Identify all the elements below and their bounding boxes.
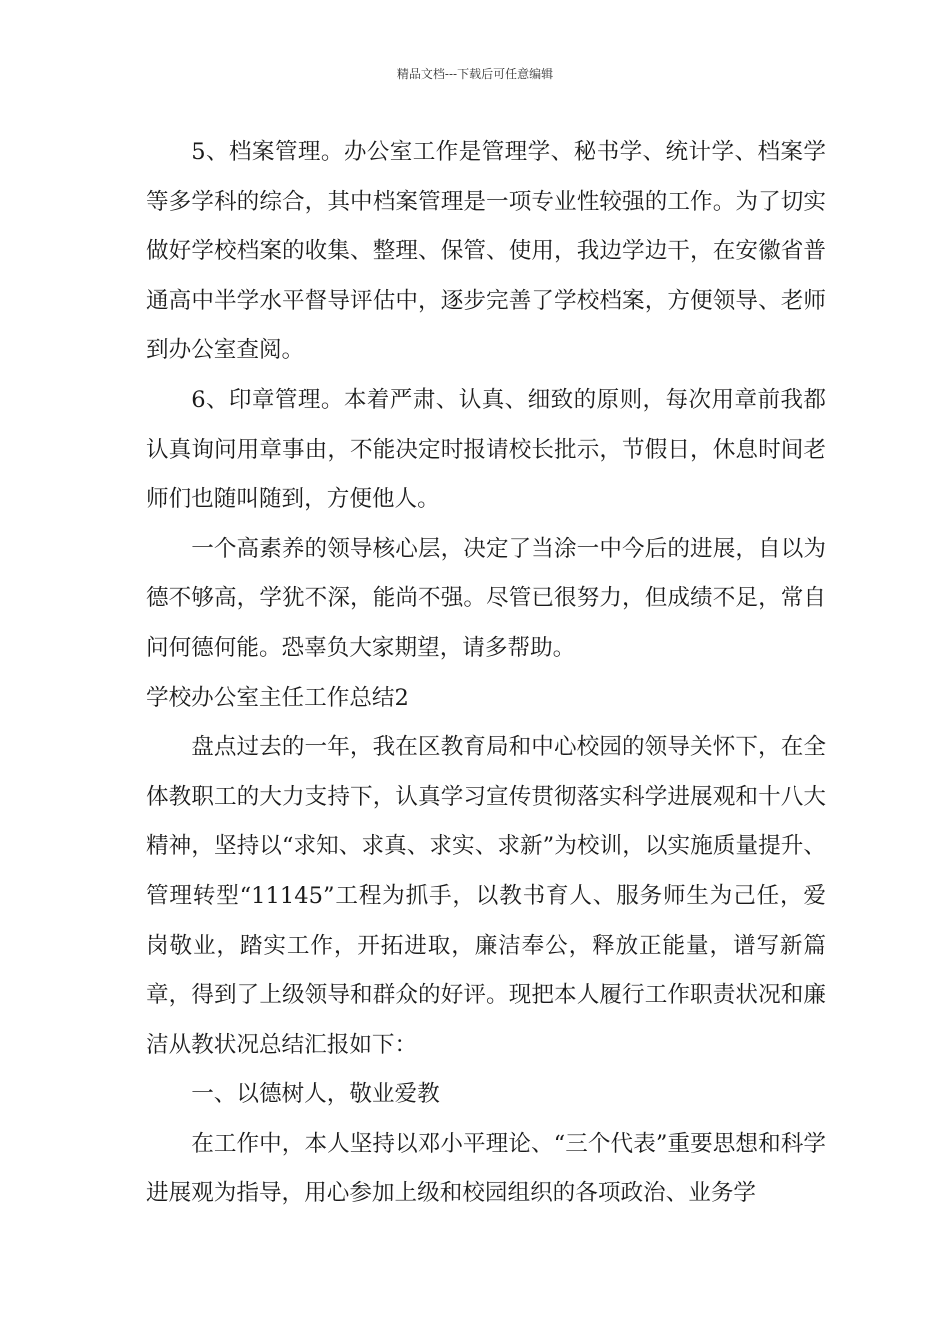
paragraph-seal-management: 6、印章管理。本着严肃、认真、细致的原则，每次用章前我都认真询问用章事由，不能决定时报请校长批示，节假日，休息时间老师们也随叫随到，方便他人。 bbox=[146, 386, 826, 513]
section-title: 学校办公室主任工作总结2 bbox=[146, 684, 409, 711]
paragraph-archive-management: 5、档案管理。办公室工作是管理学、秘书学、统计学、档案学等多学科的综合，其中档案管理是一项专业性较强的工作。为了切实做好学校档案的收集、整理、保管、使用，我边学边干，在安徽省普通高中半学水平督导评估中，逐步完善了学校档案，方便领导、老师到办公室查阅。 bbox=[146, 139, 826, 364]
paragraph-intro: 盘点过去的一年，我在区教育局和中心校园的领导关怀下，在全体教职工的大力支持下，认真学习宣传贯彻落实科学进展观和十八大精神，坚持以“求知、求真、求实、求新”为校训，以实施质量提升、管理转型“11145”工程为抓手，以教书育人、服务师生为己任，爱岗敬业，踏实工作，开拓进取，廉洁奉公，释放正能量，谱写新篇章，得到了上级领导和群众的好评。现把本人履行工作职责状况和廉洁从教状况总结汇报如下： bbox=[146, 734, 826, 1058]
paragraph-work: 在工作中，本人坚持以邓小平理论、“三个代表”重要思想和科学进展观为指导，用心参加上级和校园组织的各项政治、业务学 bbox=[146, 1130, 826, 1207]
document-body bbox=[146, 128, 826, 1219]
section-heading-1: 一、以德树人，敬业爱教 bbox=[191, 1081, 440, 1108]
page-header: 精品文档---下载后可任意编辑 bbox=[396, 67, 554, 81]
paragraph-conclusion: 一个高素养的领导核心层，决定了当涂一中今后的进展，自以为德不够高，学犹不深，能尚不强。尽管已很努力，但成绩不足，常自问何德何能。恐辜负大家期望，请多帮助。 bbox=[146, 535, 826, 661]
